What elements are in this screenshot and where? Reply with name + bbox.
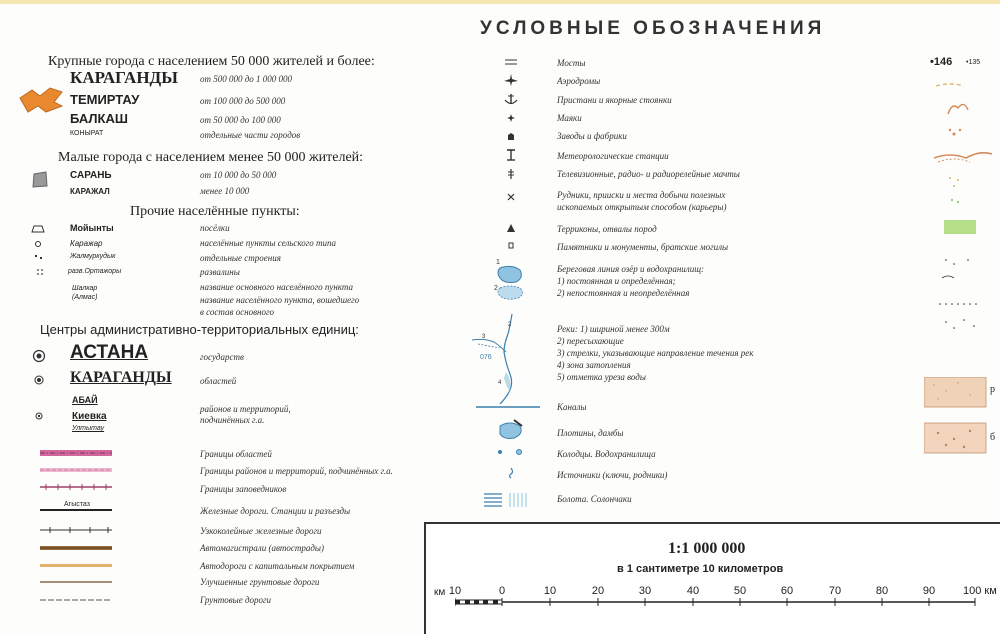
legend-desc: Телевизионные, радио- и радиорелейные мачты <box>557 169 740 179</box>
well-icon <box>495 446 525 458</box>
scale-caption: в 1 сантиметре 10 километров <box>617 563 784 575</box>
mine-icon <box>505 191 517 203</box>
place-name: Мойынты <box>70 223 114 233</box>
city-name-balkash: БАЛКАШ <box>70 111 128 126</box>
region-center-name: КАРАГАНДЫ <box>70 369 172 386</box>
top-border-strip <box>0 0 1000 4</box>
legend-desc: Терриконы, отвалы пород <box>557 224 657 234</box>
capital-name: АСТАНА <box>70 342 149 363</box>
admin-desc: областей <box>200 376 237 386</box>
city-name-karazhal: КАРАЖАЛ <box>70 187 110 196</box>
city-desc: от 500 000 до 1 000 000 <box>200 74 293 84</box>
weather-station-icon <box>504 148 518 162</box>
swatch-letter: р <box>990 384 995 395</box>
district-center-icon <box>35 412 43 420</box>
scale-tick-label: 90 <box>922 585 936 597</box>
place-desc: посёлки <box>200 223 230 233</box>
legend-title: УСЛОВНЫЕ ОБОЗНАЧЕНИЯ <box>480 18 826 39</box>
scale-bar <box>455 598 995 610</box>
place-name: разв.Ортажоры <box>68 268 122 275</box>
spoil-heap-icon <box>505 222 517 234</box>
swatch-letter: б <box>990 432 996 443</box>
legend-desc: ископаемых открытым способом (карьеры) <box>557 202 727 212</box>
place-desc: развалины <box>200 267 240 277</box>
line-desc: Границы областей <box>200 449 272 459</box>
scale-tick-label: 10 <box>448 585 462 597</box>
lighthouse-icon <box>505 112 517 124</box>
legend-desc: Метеорологические станции <box>557 151 669 161</box>
legend-desc: 3) стрелки, указывающие направление течения рек <box>557 348 754 358</box>
scale-tick-label: 20 <box>591 585 605 597</box>
legend-desc: 5) отметка уреза воды <box>557 372 646 382</box>
line-desc: Границы районов и территорий, подчинённых г.а. <box>200 466 393 476</box>
city-desc: менее 10 000 <box>200 186 250 196</box>
city-name-karagandy: КАРАГАНДЫ <box>70 68 178 87</box>
line-desc: Узкоколейные железные дороги <box>200 526 322 536</box>
city-desc: от 10 000 до 50 000 <box>200 170 277 180</box>
sand-swatches <box>924 377 990 457</box>
scale-tick-label: 30 <box>638 585 652 597</box>
height-mark-secondary: •135 <box>966 59 981 66</box>
city-desc: от 50 000 до 100 000 <box>200 115 281 125</box>
admin-centers-heading: Центры административно-территориальных единиц: <box>40 322 359 337</box>
legend-desc: 2) непостоянная и неопределённая <box>557 288 690 298</box>
line-desc: Улучшенные грунтовые дороги <box>200 577 320 587</box>
legend-desc: Колодцы. Водохранилища <box>557 449 656 459</box>
small-cities-heading: Малые города с населением менее 50 000 жителей: <box>58 150 364 165</box>
district-name: АБАЙ <box>72 395 98 405</box>
legend-desc: Заводы и фабрики <box>557 131 627 141</box>
scale-ratio: 1:1 000 000 <box>668 540 746 557</box>
station-label: Агыстаз <box>64 501 90 508</box>
legend-desc: 2) пересыхающие <box>557 336 624 346</box>
svg-text:2: 2 <box>508 322 512 328</box>
relief-symbols <box>930 74 1000 344</box>
admin-desc: районов и территорий, <box>200 404 291 414</box>
monument-icon <box>506 240 516 250</box>
city-area-icon <box>18 84 66 116</box>
height-mark-main: •146 <box>930 56 953 68</box>
bridge-icon <box>503 56 519 68</box>
airfield-icon <box>503 73 519 87</box>
lake-icon <box>490 256 530 306</box>
place-desc: населённые пункты сельского типа <box>200 238 336 248</box>
legend-desc: 4) зона затопления <box>557 360 631 370</box>
admin-desc: подчинённых г.а. <box>200 415 265 425</box>
scale-tick-label: 80 <box>875 585 889 597</box>
legend-desc: Маяки <box>557 113 582 123</box>
place-desc: название основного населённого пункта <box>200 282 354 292</box>
city-desc: отдельные части городов <box>200 130 301 140</box>
city-name-saran: САРАНЬ <box>70 170 112 181</box>
legend-desc: Рудники, прииски и места добычи полезных <box>557 190 726 200</box>
legend-desc: Болота. Солончаки <box>557 494 632 504</box>
place-desc: отдельные строения <box>200 253 281 263</box>
large-cities-heading: Крупные города с населением 50 000 жителей и более: <box>48 54 375 69</box>
city-name-temirtau: ТЕМИРТАУ <box>70 92 140 107</box>
scale-tick-label: 10 <box>543 585 557 597</box>
scale-tick-label: 70 <box>828 585 842 597</box>
place-name: Шалкар <box>72 285 98 292</box>
district-name: Ултытау <box>72 425 105 432</box>
ruins-icon <box>36 268 46 276</box>
anchor-icon <box>503 92 519 106</box>
scale-tick-label: 0 <box>498 585 506 597</box>
district-name: Киевка <box>72 411 107 422</box>
line-symbols <box>40 446 112 611</box>
scale-box <box>424 522 1000 634</box>
place-name: (Алмас) <box>72 294 98 301</box>
legend-desc: Каналы <box>557 402 587 412</box>
place-desc: в состав основного <box>200 307 275 317</box>
building-icon <box>34 253 44 261</box>
other-places-heading: Прочие населённые пункты: <box>130 204 300 219</box>
region-center-icon <box>34 375 44 385</box>
place-desc: название населённого пункта, вошедшего <box>200 295 360 305</box>
spring-icon <box>505 466 517 480</box>
canal-icon <box>476 402 540 412</box>
factory-icon <box>505 130 517 142</box>
svg-text:3: 3 <box>482 334 486 340</box>
legend-desc: Мосты <box>557 58 586 68</box>
scale-tick-label: 60 <box>780 585 794 597</box>
scale-unit: км <box>434 587 446 598</box>
line-desc: Автодороги с капитальным покрытием <box>200 561 355 571</box>
svg-text:2: 2 <box>494 285 498 292</box>
place-name: Жалмуркудык <box>70 253 116 260</box>
scale-tick-label: 50 <box>733 585 747 597</box>
dam-icon <box>496 418 526 442</box>
place-name: Каражар <box>70 239 103 248</box>
legend-desc: Аэродромы <box>557 76 601 86</box>
settlement-icon <box>31 224 45 234</box>
village-icon <box>34 240 42 248</box>
small-city-icon <box>30 170 50 190</box>
legend-desc: Реки: 1) шириной менее 300м <box>557 324 670 334</box>
line-desc: Грунтовые дороги <box>200 595 272 605</box>
legend-desc: 1) постоянная и определённая; <box>557 276 676 286</box>
svg-text:4: 4 <box>498 380 502 386</box>
legend-desc: Плотины, дамбы <box>557 428 624 438</box>
scale-tick-label: 100 км <box>963 585 997 597</box>
capital-icon <box>32 349 46 363</box>
swamp-icon <box>482 490 530 510</box>
scale-tick-label: 40 <box>686 585 700 597</box>
radio-mast-icon <box>505 167 517 181</box>
legend-desc: Памятники и монументы, братские могилы <box>557 242 729 252</box>
water-level-mark: 076 <box>480 354 492 361</box>
line-desc: Железные дороги. Станции и разъезды <box>200 506 351 516</box>
legend-desc: Источники (ключи, родники) <box>557 470 668 480</box>
legend-desc: Береговая линия озёр и водохранилищ: <box>557 264 705 274</box>
line-desc: Границы заповедников <box>200 484 287 494</box>
line-desc: Автомагистрали (автострады) <box>200 543 325 553</box>
city-name-konyrat: КОНЫРАТ <box>70 130 104 137</box>
admin-desc: государств <box>200 352 244 362</box>
city-desc: от 100 000 до 500 000 <box>200 96 286 106</box>
legend-desc: Пристани и якорные стоянки <box>557 95 672 105</box>
svg-text:1: 1 <box>496 259 500 266</box>
